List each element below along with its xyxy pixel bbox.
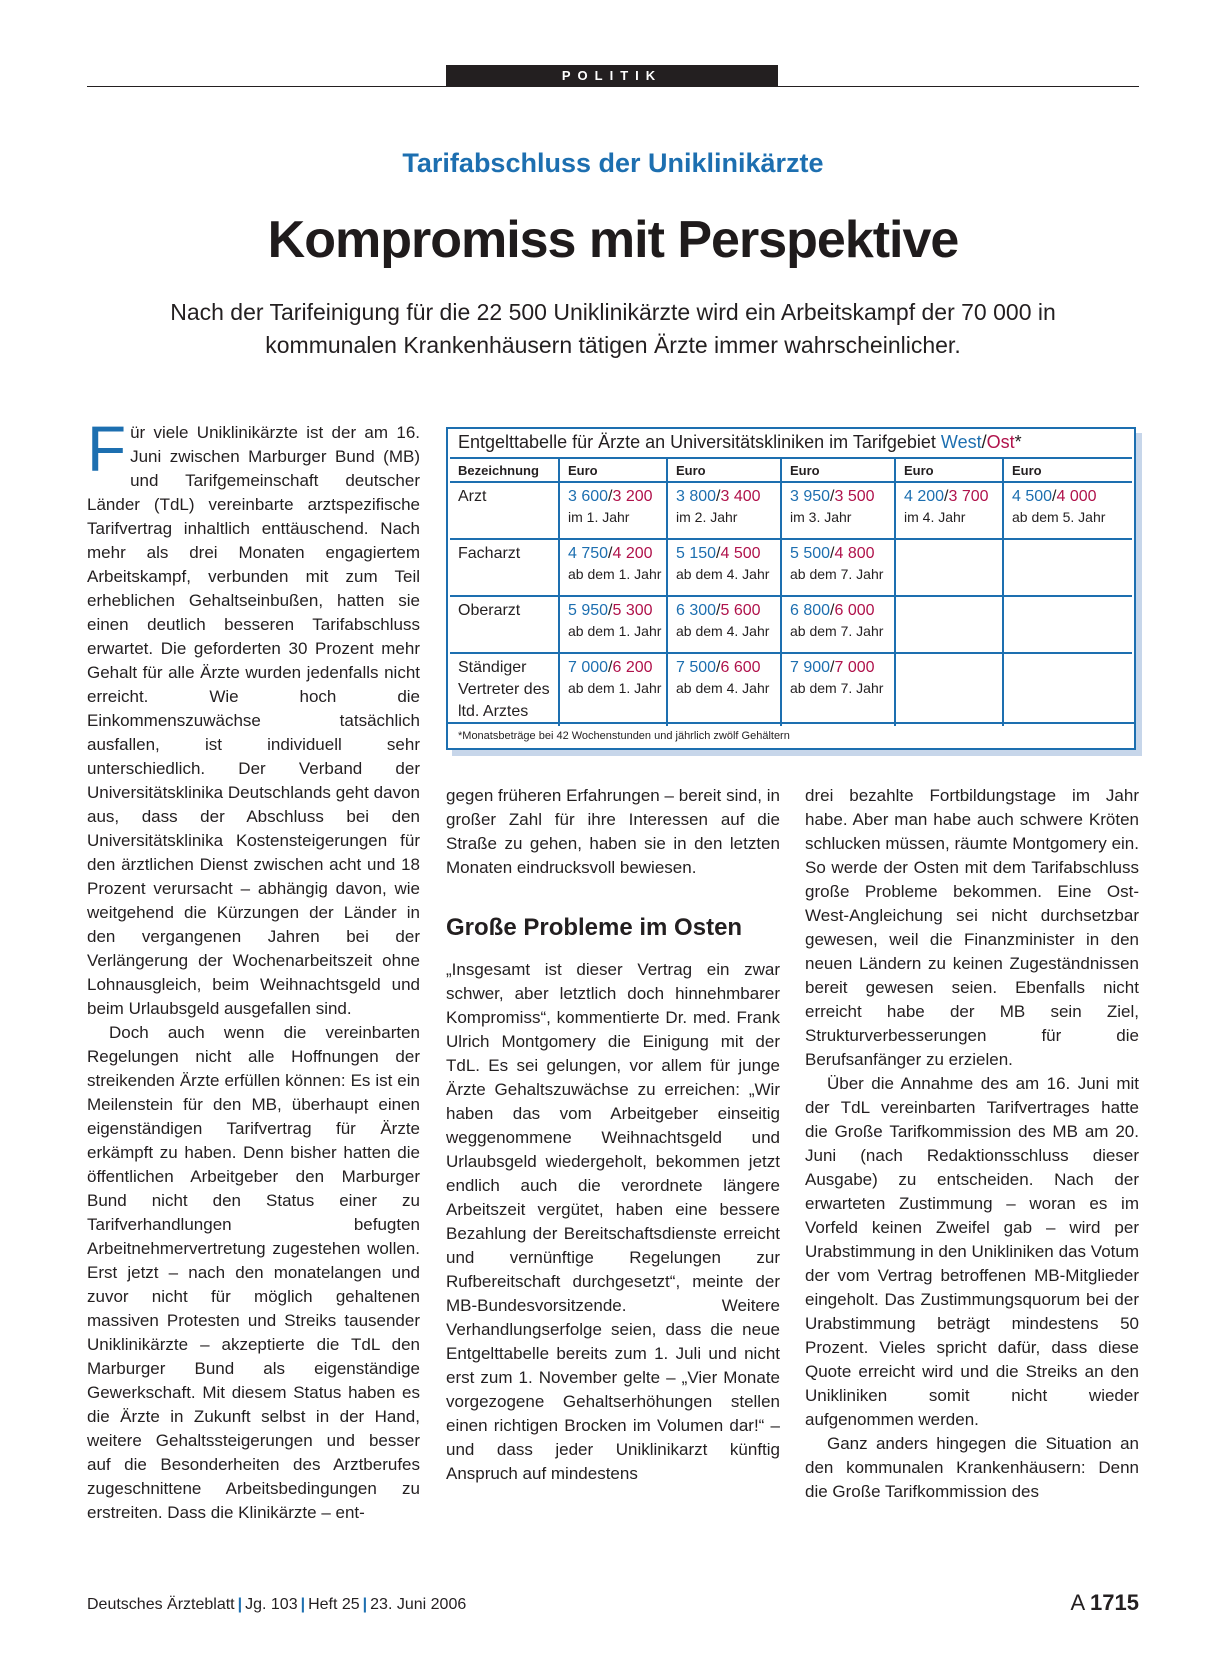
salary-separator: / <box>716 545 721 562</box>
headline: Kompromiss mit Perspektive <box>267 211 959 269</box>
table-row <box>450 482 1132 539</box>
salary-cell <box>895 482 1003 539</box>
salary-separator: / <box>830 488 835 505</box>
table-header-cell: Bezeichnung <box>450 458 559 482</box>
table-header-cell: Euro <box>667 458 781 482</box>
table-row <box>450 596 1132 653</box>
rubric-rule <box>87 86 1139 87</box>
salary-cell <box>559 596 667 653</box>
salary-cell <box>559 539 667 596</box>
salary-ost: 4 800 <box>834 545 875 562</box>
salary-separator: / <box>830 545 835 562</box>
row-label <box>450 653 559 726</box>
salary-table-box <box>446 427 1136 750</box>
salary-west: 4 750 <box>568 545 609 562</box>
salary-west: 3 950 <box>790 488 831 505</box>
salary-cell <box>667 596 781 653</box>
salary-step-note: ab dem 1. Jahr <box>568 623 662 639</box>
text-column-1 <box>87 421 420 1556</box>
salary-cell <box>895 539 1003 596</box>
salary-step-note: ab dem 4. Jahr <box>676 623 770 639</box>
salary-ost: 6 600 <box>720 659 761 676</box>
page-prefix: A <box>1070 1590 1084 1615</box>
west-label: West <box>940 432 982 452</box>
title-slash: / <box>981 432 987 452</box>
salary-west: 7 900 <box>790 659 831 676</box>
salary-value <box>676 543 780 564</box>
salary-value <box>790 657 894 678</box>
salary-ost: 5 600 <box>720 602 761 619</box>
paragraph: „Insgesamt ist dieser Vertrag ein zwar schwer, aber letztlich doch hinnehmbarer Kompromiss“, kommentierte Dr. med. Frank Ulrich Montgomery die Einigung mit der TdL. Es sei gelungen, vor allem für junge Ärzte Gehaltszuwächse zu erreichen: „Wir haben das vom Arbeitgeber einseitig weggenommene Weihnachtsgeld und Urlaubsgeld wiedergeholt, bekommen jetzt endlich auch die verordnete längere Arbeitszeit vergütet, haben eine bessere Bezahlung der Bereitschaftsdienste erreicht und vernünftige Regelungen zur Rufbereitschaft durchgesetzt“, meinte der MB-Bundesvorsitzende. Weitere Verhandlungserfolge seien, dass die neue Entgelttabelle bereits zum 1. Juli und nicht erst zum 1. November gelte – „Vier Monate vorgezogene Gehaltserhöhungen stellen einen richtigen Brocken im Volumen dar!“ – und dass jeder Uniklinikarzt künftig Anspruch auf mindestens <box>446 960 780 1483</box>
salary-step-note: ab dem 7. Jahr <box>790 566 884 582</box>
salary-west: 7 000 <box>568 659 609 676</box>
table-header-cell: Euro <box>559 458 667 482</box>
salary-separator: / <box>830 659 835 676</box>
salary-west: 7 500 <box>676 659 717 676</box>
table-footnote: *Monatsbeträge bei 42 Wochenstunden und jährlich zwölf Gehältern <box>448 722 1134 748</box>
salary-cell <box>781 539 895 596</box>
salary-ost: 4 500 <box>720 545 761 562</box>
footer-separator: | <box>300 1596 306 1613</box>
salary-cell <box>781 596 895 653</box>
paragraph <box>87 421 420 1021</box>
salary-west: 6 300 <box>676 602 717 619</box>
table-body <box>450 482 1132 726</box>
journal-issue: Heft 25 <box>308 1596 360 1613</box>
footer-separator: | <box>237 1596 243 1613</box>
salary-cell <box>559 653 667 726</box>
salary-value <box>676 600 780 621</box>
table-header-cell: Euro <box>895 458 1003 482</box>
salary-value <box>568 657 666 678</box>
salary-value <box>568 543 666 564</box>
salary-cell <box>895 653 1003 726</box>
salary-step-note: ab dem 1. Jahr <box>568 566 662 582</box>
footer-separator: | <box>362 1596 368 1613</box>
salary-ost: 4 200 <box>612 545 653 562</box>
text-column-3 <box>805 784 1139 1556</box>
salary-value <box>568 600 666 621</box>
salary-step-note: ab dem 4. Jahr <box>676 566 770 582</box>
salary-separator: / <box>608 488 613 505</box>
salary-west: 3 600 <box>568 488 609 505</box>
table-header-cell: Euro <box>781 458 895 482</box>
salary-cell <box>667 482 781 539</box>
salary-cell <box>667 539 781 596</box>
journal-volume: Jg. 103 <box>245 1596 298 1613</box>
salary-separator: / <box>716 488 721 505</box>
journal-name: Deutsches Ärzteblatt <box>87 1596 235 1613</box>
salary-step-note: ab dem 7. Jahr <box>790 623 884 639</box>
salary-cell <box>1003 539 1132 596</box>
drop-cap: F <box>87 421 127 485</box>
paragraph: Doch auch wenn die vereinbarten Regelungen nicht alle Hoffnungen der streikenden Ärzte erfüllen können: Es ist ein Meilenstein für den MB, überhaupt einen eigenständigen Tarifvertrag für Ärzte erkämpft zu haben. Denn bisher hatten die öffentlichen Arbeitgeber den Marburger Bund nicht den Status einer zu Tarifverhandlungen befugten Arbeitnehmervertretung zugestehen wollen. Erst jetzt – nach den monatelangen und zuvor nicht für möglich gehaltenen massiven Protesten und Streiks tausender Uniklinikärzte – akzeptierte die TdL den Marburger Bund als eigenständige Gewerkschaft. Mit diesem Status haben es die Ärzte in Zukunft selbst in der Hand, weitere Gehaltssteigerungen und besser auf die Besonderheiten des Arztberufes zugeschnittene Arbeitsbedingungen zu erstreiten. Dass die Klinikärzte – ent- <box>87 1023 420 1522</box>
row-label: Facharzt <box>450 539 559 596</box>
salary-value <box>568 486 666 507</box>
paragraph: Ganz anders hingegen die Situation an den kommunalen Krankenhäusern: Denn die Große Tarifkommission des <box>805 1434 1139 1501</box>
title-asterisk: * <box>1014 432 1022 452</box>
page-number-value: 1715 <box>1090 1590 1139 1615</box>
salary-step-note: ab dem 1. Jahr <box>568 680 662 696</box>
salary-separator: / <box>1052 488 1057 505</box>
kicker: Tarifabschluss der Uniklinikärzte <box>402 148 824 178</box>
salary-cell <box>1003 653 1132 726</box>
row-label-line: Ständiger <box>458 659 527 676</box>
page-footer <box>87 1596 466 1614</box>
paragraph: drei bezahlte Fortbildungstage im Jahr habe. Aber man habe auch schwere Kröten schlucken müssen, räumte Montgomery ein. So werde der Osten mit dem Tarifabschluss große Probleme bekommen. Eine Ost-West-Angleichung sei nicht durchsetzbar gewesen, weil die Finanzminister in den neuen Ländern zu keinen Zugeständnissen bereit gewesen seien. Ebenfalls nicht erreicht habe der MB sein Ziel, Strukturverbesserungen für die Berufsanfänger zu erzielen. <box>805 786 1139 1069</box>
salary-cell <box>781 482 895 539</box>
salary-value <box>1012 486 1132 507</box>
salary-step-note: ab dem 4. Jahr <box>676 680 770 696</box>
salary-value <box>790 543 894 564</box>
salary-west: 6 800 <box>790 602 831 619</box>
table-row <box>450 653 1132 726</box>
row-label-line: ltd. Arztes <box>458 703 529 720</box>
salary-ost: 3 500 <box>834 488 875 505</box>
section-rubric: POLITIK <box>446 65 778 86</box>
salary-separator: / <box>716 602 721 619</box>
text-column-2 <box>446 784 780 1556</box>
salary-step-note: im 3. Jahr <box>790 509 852 525</box>
issue-date: 23. Juni 2006 <box>370 1596 467 1613</box>
salary-west: 4 500 <box>1012 488 1053 505</box>
salary-cell <box>1003 596 1132 653</box>
salary-ost: 3 700 <box>948 488 989 505</box>
salary-cell <box>895 596 1003 653</box>
row-label: Arzt <box>450 482 559 539</box>
salary-west: 4 200 <box>904 488 945 505</box>
salary-separator: / <box>716 659 721 676</box>
salary-cell <box>559 482 667 539</box>
salary-separator: / <box>944 488 949 505</box>
row-label-line: Vertreter des <box>458 681 550 698</box>
salary-west: 5 950 <box>568 602 609 619</box>
salary-value <box>790 486 894 507</box>
salary-step-note: ab dem 7. Jahr <box>790 680 884 696</box>
paragraph: gegen früheren Erfahrungen – bereit sind, in großer Zahl für ihre Interessen auf die Straße zu gehen, haben sie in den letzten Monaten eindrucksvoll bewiesen. <box>446 786 780 877</box>
subheading: Große Probleme im Osten <box>446 914 743 941</box>
table-header-row <box>450 458 1132 482</box>
salary-step-note: ab dem 5. Jahr <box>1012 509 1106 525</box>
salary-step-note: im 2. Jahr <box>676 509 738 525</box>
salary-ost: 4 000 <box>1056 488 1097 505</box>
salary-ost: 3 400 <box>720 488 761 505</box>
salary-ost: 3 200 <box>612 488 653 505</box>
salary-west: 5 150 <box>676 545 717 562</box>
salary-value <box>676 486 780 507</box>
salary-ost: 6 000 <box>834 602 875 619</box>
salary-cell <box>667 653 781 726</box>
row-label: Oberarzt <box>450 596 559 653</box>
salary-table <box>450 457 1132 726</box>
salary-ost: 6 200 <box>612 659 653 676</box>
page-number <box>1070 1590 1139 1616</box>
salary-ost: 7 000 <box>834 659 875 676</box>
salary-west: 5 500 <box>790 545 831 562</box>
paragraph: Über die Annahme des am 16. Juni mit der TdL vereinbarten Tarifvertrages hatte die Große Tarifkommission des MB am 20. Juni (nach Redaktionsschluss dieser Ausgabe) zu entscheiden. Nach der erwarteten Zustimmung – woran es im Vorfeld keinen Zweifel gab – wird per Urabstimmung in den Unikliniken das Votum der vom Vertrag betroffenen MB-Mitglieder eingeholt. Das Zustimmungsquorum bei der Urabstimmung beträgt mindestens 50 Prozent. Vieles spricht dafür, dass diese Quote erreicht wird und die Streiks an den Unikliniken somit nicht wieder aufgenommen werden. <box>805 1074 1139 1429</box>
salary-west: 3 800 <box>676 488 717 505</box>
salary-cell <box>781 653 895 726</box>
salary-ost: 5 300 <box>612 602 653 619</box>
ost-label: Ost <box>986 432 1015 452</box>
table-title <box>458 432 1022 453</box>
salary-separator: / <box>608 602 613 619</box>
paragraph-text: ür viele Uniklinikärzte ist der am 16. Juni zwischen Marburger Bund (MB) und Tarifgemeinschaft deutscher Länder (TdL) vereinbarte arztspezifische Tarifvertrag inhaltlich enttäuschend. Nach mehr als drei Monaten engagiertem Arbeitskampf, verbunden mit zum Teil erheblichen Gehaltseinbußen, hatten sie einen deutlich besseren Tarifabschluss erwartet. Die geforderten 30 Prozent mehr Gehalt für alle Ärzte wurden jedenfalls nicht erreicht. Wie hoch die Einkommenszuwächse tatsächlich ausfallen, ist individuell sehr unterschiedlich. Der Verband der Universitätsklinika Deutschlands geht davon aus, dass der Abschluss bei den Universitätsklinika Kostensteigerungen für den ärztlichen Dienst zwischen acht und 18 Prozent verursacht – abhängig davon, wie weitgehend die Kürzungen der Länder in den vergangenen Jahren bei der Verlängerung der Wochenarbeitszeit ohne Lohnausgleich, beim Weihnachtsgeld und beim Urlaubsgeld ausgefallen sind. <box>87 423 420 1018</box>
table-title-text: Entgelttabelle für Ärzte an Universitätskliniken im Tarifgebiet <box>458 432 941 452</box>
salary-separator: / <box>830 602 835 619</box>
salary-step-note: im 4. Jahr <box>904 509 966 525</box>
salary-separator: / <box>608 545 613 562</box>
lead-paragraph: Nach der Tarifeinigung für die 22 500 Uniklinikärzte wird ein Arbeitskampf der 70 000 in kommunalen Krankenhäusern tätigen Ärzte immer wahrscheinlicher. <box>170 299 1056 358</box>
salary-cell <box>1003 482 1132 539</box>
table-header-cell: Euro <box>1003 458 1132 482</box>
salary-step-note: im 1. Jahr <box>568 509 630 525</box>
salary-value <box>676 657 780 678</box>
salary-separator: / <box>608 659 613 676</box>
salary-value <box>790 600 894 621</box>
salary-value <box>904 486 1002 507</box>
table-row <box>450 539 1132 596</box>
